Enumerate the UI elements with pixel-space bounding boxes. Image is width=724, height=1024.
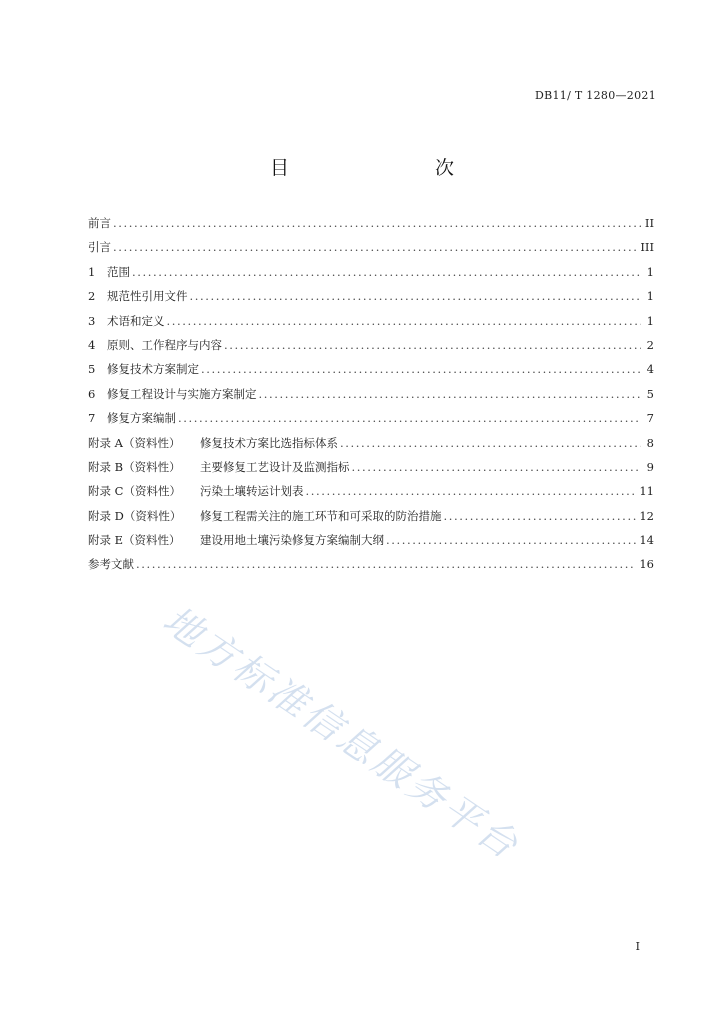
- toc-entry-appendix-prefix: 附录 E（资料性）: [88, 533, 181, 548]
- toc-entry[interactable]: [88, 386, 654, 410]
- toc-entry-label: 修复方案编制: [107, 411, 176, 426]
- watermark: 地方标准信息服务平台: [155, 597, 529, 869]
- toc-entry-leader-dots: [340, 436, 641, 450]
- toc-entry[interactable]: [88, 556, 654, 580]
- toc-entry[interactable]: [88, 313, 654, 337]
- toc-entry-leader-dots: [136, 557, 636, 571]
- toc-entry-label: 修复技术方案比选指标体系: [200, 435, 338, 450]
- toc-entry-leader-dots: [190, 289, 642, 303]
- toc-entry-leader-dots: [224, 338, 641, 352]
- toc-entry-page: 1: [646, 289, 654, 304]
- toc-entry[interactable]: [88, 239, 654, 263]
- toc-entry[interactable]: [88, 435, 654, 459]
- toc-entry-leader-dots: [167, 314, 642, 328]
- toc-entry-page: 2: [646, 337, 654, 352]
- toc-entry[interactable]: [88, 508, 654, 532]
- toc-entry-page: 11: [639, 484, 654, 499]
- toc-entry-number: 5: [88, 362, 96, 377]
- toc-entry-leader-dots: [444, 509, 637, 523]
- toc-entry[interactable]: [88, 264, 654, 288]
- toc-entry-label: 污染土壤转运计划表: [200, 484, 304, 499]
- toc-entry-leader-dots: [259, 387, 642, 401]
- toc-entry-label: 修复工程设计与实施方案制定: [107, 386, 257, 401]
- toc-entry-label: 修复工程需关注的施工环节和可采取的防治措施: [200, 508, 442, 523]
- toc-entry-page: 1: [646, 264, 654, 279]
- toc-entry-number: 6: [88, 386, 96, 401]
- toc-entry-label: 修复技术方案制定: [107, 362, 199, 377]
- toc-entry-number: 2: [88, 289, 96, 304]
- toc-entry-leader-dots: [113, 240, 637, 254]
- toc-entry[interactable]: [88, 459, 654, 483]
- document-code: DB11/ T 1280—2021: [534, 89, 656, 102]
- toc-entry-page: III: [640, 240, 654, 255]
- toc-entry-page: 12: [639, 508, 654, 523]
- page-number: I: [635, 940, 640, 953]
- toc-entry-number: 1: [88, 264, 96, 279]
- toc-entry-leader-dots: [178, 411, 641, 425]
- toc-entry[interactable]: [88, 337, 654, 361]
- toc-entry-label: 引言: [88, 240, 111, 255]
- toc-entry-label: 建设用地土壤污染修复方案编制大纲: [200, 533, 384, 548]
- toc-entry-page: 7: [646, 411, 654, 426]
- table-of-contents: [88, 215, 654, 581]
- toc-entry-label: 范围: [107, 264, 130, 279]
- toc-entry[interactable]: [88, 410, 654, 434]
- toc-entry-label: 规范性引用文件: [107, 289, 188, 304]
- toc-entry[interactable]: [88, 361, 654, 385]
- toc-entry-appendix-prefix: 附录 B（资料性）: [88, 459, 181, 474]
- toc-entry-page: II: [644, 216, 654, 230]
- toc-entry-leader-dots: [306, 484, 637, 498]
- toc-entry-leader-dots: [352, 460, 642, 474]
- toc-entry-leader-dots: [113, 216, 641, 230]
- toc-entry[interactable]: [88, 288, 654, 312]
- toc-entry-number: 3: [88, 313, 96, 328]
- toc-entry-page: 1: [646, 313, 654, 328]
- page-title: 目 次: [269, 157, 490, 179]
- toc-entry-leader-dots: [386, 533, 636, 547]
- toc-entry[interactable]: [88, 532, 654, 556]
- toc-entry-page: 4: [646, 362, 654, 377]
- toc-entry-number: 7: [88, 411, 96, 426]
- toc-entry-label: 术语和定义: [107, 313, 165, 328]
- toc-entry-leader-dots: [201, 362, 641, 376]
- toc-entry-number: 4: [88, 337, 96, 352]
- toc-entry-page: 8: [646, 435, 654, 450]
- toc-entry-page: 5: [646, 386, 654, 401]
- toc-entry-page: 16: [639, 557, 654, 572]
- toc-entry-leader-dots: [132, 265, 641, 279]
- toc-entry-label: 原则、工作程序与内容: [107, 337, 222, 352]
- toc-entry[interactable]: [88, 215, 654, 239]
- toc-entry-appendix-prefix: 附录 A（资料性）: [88, 435, 181, 450]
- toc-entry-appendix-prefix: 附录 D（资料性）: [88, 508, 182, 523]
- toc-entry-appendix-prefix: 附录 C（资料性）: [88, 484, 181, 499]
- toc-entry-label: 参考文献: [88, 557, 134, 572]
- toc-entry-label: 主要修复工艺设计及监测指标: [200, 459, 350, 474]
- toc-entry-page: 14: [639, 533, 654, 548]
- toc-entry-page: 9: [646, 459, 654, 474]
- toc-entry[interactable]: [88, 483, 654, 507]
- toc-entry-label: 前言: [88, 216, 111, 230]
